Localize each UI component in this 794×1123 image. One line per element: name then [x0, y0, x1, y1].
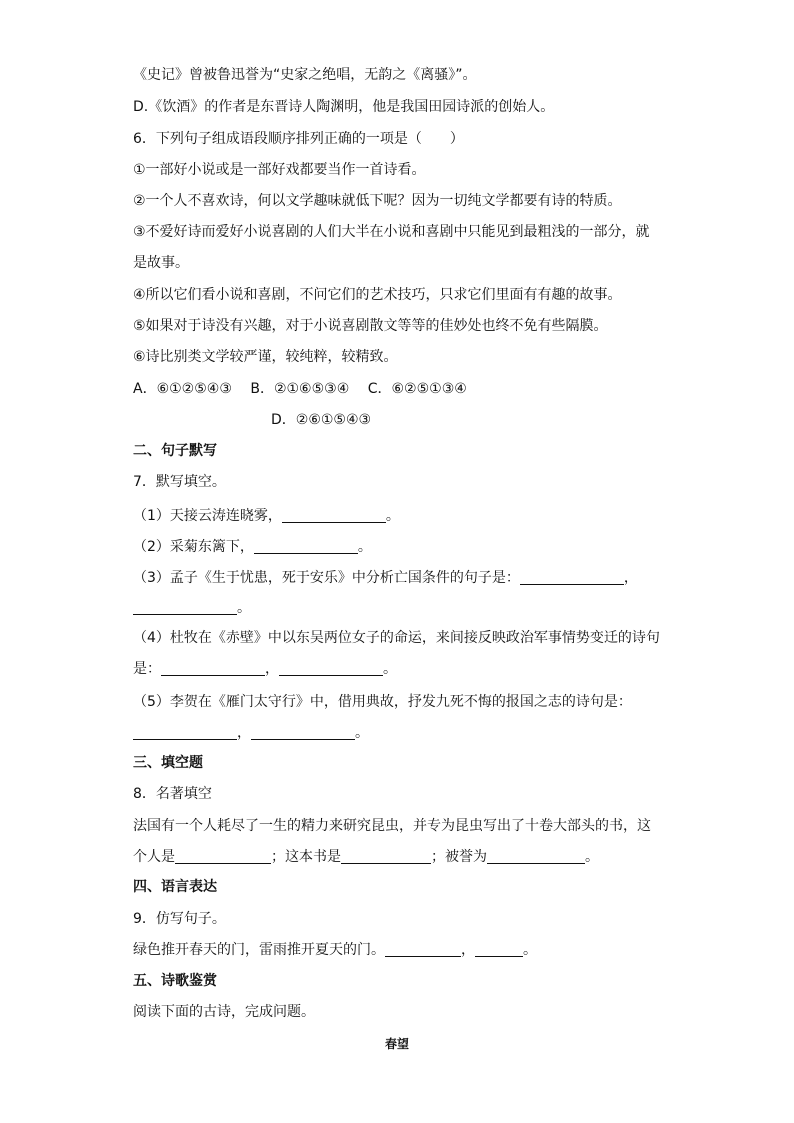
q5-option-d: D.《饮酒》的作者是东晋诗人陶渊明，他是我国田园诗派的创始人。	[133, 99, 555, 115]
q7-item-1	[133, 506, 400, 526]
punct: ，	[461, 942, 475, 958]
q6-sentence-5: ⑤如果对于诗没有兴趣，对于小说喜剧散文等等的佳妙处也终不免有些隔膜。	[133, 318, 608, 334]
q8-text-b: ；这本书是	[271, 849, 341, 865]
punct: 。	[357, 539, 372, 555]
q8-stem: 8．名著填空	[133, 786, 212, 802]
q7-stem: 7．默写填空。	[133, 474, 226, 490]
q9-text: 绿色推开春天的门，雷雨推开夏天的门。	[133, 942, 385, 958]
q7-item-2	[133, 537, 372, 557]
q5-continuation: 《史记》曾被鲁迅誉为“史家之绝唱，无韵之《离骚》”。	[133, 67, 477, 83]
punct: 。	[385, 508, 400, 524]
punct: 。	[237, 600, 251, 616]
q7-item-5-blank-2[interactable]	[251, 725, 355, 740]
q7-item-4-text: 是：	[133, 661, 161, 677]
q7-item-5-cont	[133, 723, 369, 743]
q7-item-2-text: （2）采菊东篱下，	[133, 539, 254, 555]
q8-text-a: 个人是	[133, 849, 175, 865]
q8-blank-1[interactable]	[175, 849, 271, 864]
q7-item-4b	[133, 659, 397, 679]
q10-stem: 阅读下面的古诗，完成问题。	[133, 1004, 315, 1020]
punct: 。	[585, 849, 599, 865]
q9-blank-1[interactable]	[385, 942, 461, 957]
section-4-heading: 四、语言表达	[133, 879, 217, 895]
q7-item-3-text: （3）孟子《生于忧患，死于安乐》中分析亡国条件的句子是：	[133, 570, 520, 586]
q6-sentence-6: ⑥诗比别类文学较严谨，较纯粹，较精致。	[133, 349, 398, 365]
q7-item-5-blank-1[interactable]	[133, 725, 237, 740]
q7-item-5: （5）李贺在《雁门太守行》中，借用典故，抒发九死不悔的报国之志的诗句是：	[133, 694, 632, 710]
section-2-heading: 二、句子默写	[133, 443, 217, 459]
q8-text-c: ；被誉为	[431, 849, 487, 865]
q8-line-1: 法国有一个人耗尽了一生的精力来研究昆虫，并专为昆虫写出了十卷大部头的书，这	[133, 818, 651, 834]
poem-title: 春望	[384, 1037, 409, 1051]
q6-options-row	[133, 379, 467, 399]
q6-sentence-3b: 是故事。	[133, 255, 189, 271]
q7-item-3-blank-2[interactable]	[133, 600, 237, 615]
q6-option-b[interactable]: B．②①⑥⑤③④	[250, 381, 350, 397]
q7-item-3-blank-1[interactable]	[520, 570, 624, 585]
q6-sentence-1: ①一部好小说或是一部好戏都要当作一首诗看。	[133, 162, 426, 178]
punct: ，	[623, 570, 638, 586]
q8-blank-2[interactable]	[341, 849, 431, 864]
q7-item-3-cont	[133, 598, 251, 618]
punct: 。	[523, 942, 537, 958]
section-5-heading: 五、诗歌鉴赏	[133, 973, 217, 989]
q9-stem: 9．仿写句子。	[133, 911, 226, 927]
q7-item-2-blank[interactable]	[254, 539, 358, 554]
q7-item-4a: （4）杜牧在《赤壁》中以东吴两位女子的命运，来间接反映政治军事情势变迁的诗句	[133, 630, 660, 646]
q8-blank-3[interactable]	[487, 849, 585, 864]
punct: ，	[265, 661, 279, 677]
q6-option-d[interactable]: D．②⑥①⑤④③	[271, 412, 372, 428]
q7-item-4-blank-2[interactable]	[279, 661, 383, 676]
punct: 。	[383, 661, 397, 677]
q6-option-a[interactable]: A．⑥①②⑤④③	[133, 381, 232, 397]
q6-sentence-4: ④所以它们看小说和喜剧，不问它们的艺术技巧，只求它们里面有有趣的故事。	[133, 287, 622, 303]
q7-item-1-blank[interactable]	[282, 508, 386, 523]
q6-sentence-3a: ③不爱好诗而爱好小说喜剧的人们大半在小说和喜剧中只能见到最粗浅的一部分，就	[133, 224, 650, 240]
q7-item-1-text: （1）天接云涛连晓雾，	[133, 508, 282, 524]
q9-line	[133, 940, 537, 960]
q7-item-4-blank-1[interactable]	[161, 661, 265, 676]
q6-option-c[interactable]: C．⑥②⑤①③④	[367, 381, 467, 397]
punct: 。	[355, 725, 369, 741]
punct: ，	[237, 725, 251, 741]
q6-stem: 6．下列句子组成语段顺序排列正确的一项是（ ）	[133, 131, 464, 147]
q9-blank-2[interactable]	[475, 942, 523, 957]
section-3-heading: 三、填空题	[133, 755, 203, 771]
q7-item-3	[133, 568, 638, 588]
q8-line-2	[133, 847, 599, 867]
q6-sentence-2: ②一个人不喜欢诗，何以文学趣味就低下呢？因为一切纯文学都要有诗的特质。	[133, 193, 622, 209]
